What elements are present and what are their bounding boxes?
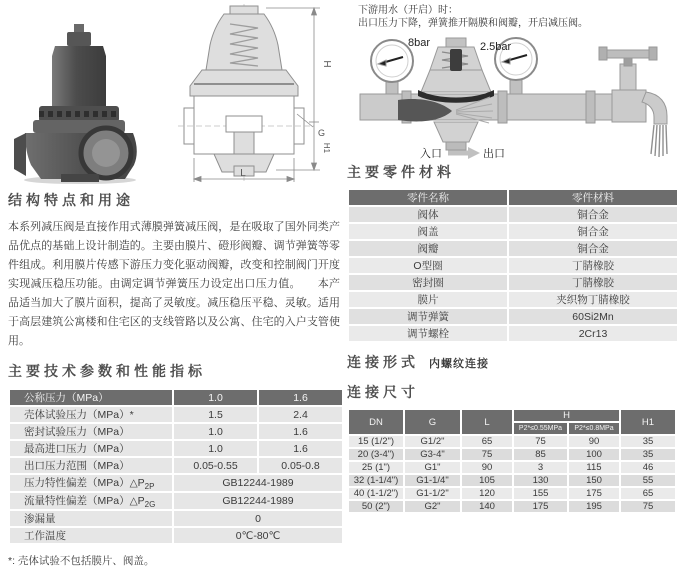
diagram-caption-line1: 下游用水（开启）时： [358,5,458,16]
cell: G1/2" [405,436,460,447]
table-row [349,207,677,222]
materials-table [347,188,679,343]
water-stream [651,125,667,157]
left-column [8,190,340,568]
cell: 150 [569,475,619,486]
cell: 1.6 [259,424,342,439]
cell: 40 (1-1/2") [349,488,403,499]
table-row [349,436,675,447]
cell: 0 [174,511,342,526]
cell: 铜合金 [509,241,677,256]
cell: 2Cr13 [509,326,677,341]
cell: 35 [621,449,675,460]
gauge-left-label: 8bar [408,37,431,49]
dim-label-h: H [321,60,332,68]
table-row [10,441,342,456]
cell: 90 [569,436,619,447]
dim-label-h1: H1 [322,142,331,154]
table-row [10,475,342,491]
connection-form-heading: 连接形式 [347,354,419,370]
table-row [349,292,677,307]
cell: 渗漏量 [10,511,172,526]
cell: 1.0 [174,424,257,439]
cell: 25 (1") [349,462,403,473]
cell: 105 [462,475,512,486]
table-row [10,458,342,473]
cell: G1" [405,462,460,473]
connection-size-heading: 连接尺寸 [347,384,419,400]
cell: 零件名称 [349,190,507,205]
cell: 85 [514,449,567,460]
table-row [10,528,342,543]
cell: 阀体 [349,207,507,222]
cell: 密封试验压力（MPa） [10,424,172,439]
cell: 195 [569,501,619,512]
table-row [349,241,677,256]
cell: 铜合金 [509,207,677,222]
cell: 铜合金 [509,224,677,239]
table-row [349,475,675,486]
table-row [349,224,677,239]
cell: H [514,410,619,421]
table-row [349,275,677,290]
cell: 最高进口压力（MPa） [10,441,172,456]
table-row [10,390,342,405]
table-row [349,501,675,512]
dim-label-g: G [318,128,326,138]
table-row [10,511,342,526]
cell: L [462,410,512,434]
cell: 140 [462,501,512,512]
photo-bonnet [52,46,106,108]
cell: P2*≤0.55MPa [514,423,567,434]
table-row [10,493,342,509]
cell: 0℃-80℃ [174,528,342,543]
cell: 15 (1/2") [349,436,403,447]
cell: 1.6 [259,441,342,456]
tech-params-table [8,388,344,545]
operation-diagram [358,4,676,162]
cell: 0.05-0.8 [259,458,342,473]
cell: 175 [514,501,567,512]
cell: 阀瓣 [349,241,507,256]
cell: GB12244-1989 [174,493,342,509]
cell: 丁腈橡胶 [509,258,677,273]
cell: 130 [514,475,567,486]
cell: 50 (2") [349,501,403,512]
outlet-label: 出口 [483,148,505,160]
connection-form-value: 内螺纹连接 [429,358,489,370]
valve-photo-illustration [8,6,150,186]
cell: 155 [514,488,567,499]
footnote: *: 壳体试验不包括膜片、阀盖。 [8,555,155,568]
cell: 75 [621,501,675,512]
cell: 工作温度 [10,528,172,543]
gauge-left [371,40,413,94]
cell: 调节弹簧 [349,309,507,324]
cell: 1.0 [174,441,257,456]
cell: 20 (3-4") [349,449,403,460]
cell: 32 (1-1/4") [349,475,403,486]
cell: 壳体试验压力（MPa）* [10,407,172,422]
cell: G1-1/4" [405,475,460,486]
cell: 密封圈 [349,275,507,290]
cell: 35 [621,436,675,447]
cell: 120 [462,488,512,499]
cell: 1.5 [174,407,257,422]
cell: G2" [405,501,460,512]
cell: 115 [569,462,619,473]
connection-size-table [347,408,677,514]
gauge-right-label: 2.5bar [480,41,512,53]
features-paragraph: 本系列减压阀是直接作用式薄膜弹簧减压阀，是在吸取了国外同类产品优点的基础上设计制造的。主要由膜片、磴形阀瓣、调节弹簧等零件组成。利用膜片传感下游压力变化驱动阀瓣，改变和控制阀门开度实现减压稳压功能。由调定调节弹簧压力设定出口压力值。 本产品适当加大了膜片面积，提高了灵敏度。减压稳压平稳、灵敏。适用于高层建筑公寓楼和住宅区的支线管路以及公寓、住宅的入户支管使用。 [8,221,340,347]
product-photo [8,6,150,186]
cell: G [405,410,460,434]
cell: 60Si2Mn [509,309,677,324]
cell: 压力特性偏差$(MPa)\triangle P_{2P}$ [10,475,172,491]
cell: 丁腈橡胶 [509,275,677,290]
right-column [347,162,677,514]
table-row [349,488,675,499]
cell: 公称压力（MPa） [10,390,172,405]
cell: O型圈 [349,258,507,273]
dimension-drawing-illustration [166,0,334,190]
table-row [349,258,677,273]
table-row [349,309,677,324]
cell: 75 [514,436,567,447]
cell: 55 [621,475,675,486]
cell: 阀盖 [349,224,507,239]
table-row [349,462,675,473]
cell: 3 [514,462,567,473]
cell: DN [349,410,403,434]
cell: 流量特性偏差$(MPa)\triangle P_{2G}$ [10,493,172,509]
cell: 2.4 [259,407,342,422]
dimension-drawing [166,0,334,190]
inlet-label: 入口 [420,148,442,160]
cell: 出口压力范围（MPa） [10,458,172,473]
cell: 75 [462,449,512,460]
cell: H1 [621,410,675,434]
table-row [349,190,677,205]
cell: 100 [569,449,619,460]
cell: 夹织物丁腈橡胶 [509,292,677,307]
cell: P2*≤0.8MPa [569,423,619,434]
diagram-caption-line2: 出口压力下降，弹簧推开隔膜和阀瓣，开启减压阀。 [358,18,588,29]
table-row [349,449,675,460]
table-row [10,424,342,439]
cell: 膜片 [349,292,507,307]
cell: 65 [621,488,675,499]
cell: GB12244-1989 [174,475,342,491]
dim-label-l: L [240,168,246,179]
table-row [349,326,677,341]
cell: G1-1/2" [405,488,460,499]
cell: 零件材料 [509,190,677,205]
photo-left-port [14,133,26,176]
cell: 1.6 [259,390,342,405]
cell: G3-4" [405,449,460,460]
tech-params-heading: 主要技术参数和性能指标 [8,363,206,379]
table-row [10,407,342,422]
cutaway-illustration [358,30,676,160]
cell: 0.05-0.55 [174,458,257,473]
cell: 175 [569,488,619,499]
cell: 1.0 [174,390,257,405]
cell: 调节螺栓 [349,326,507,341]
table-row [349,410,675,421]
cell: 90 [462,462,512,473]
cell: 65 [462,436,512,447]
cell: 46 [621,462,675,473]
features-heading: 结构特点和用途 [8,192,134,208]
materials-heading: 主要零件材料 [347,164,455,180]
connection-form-line [347,352,677,372]
